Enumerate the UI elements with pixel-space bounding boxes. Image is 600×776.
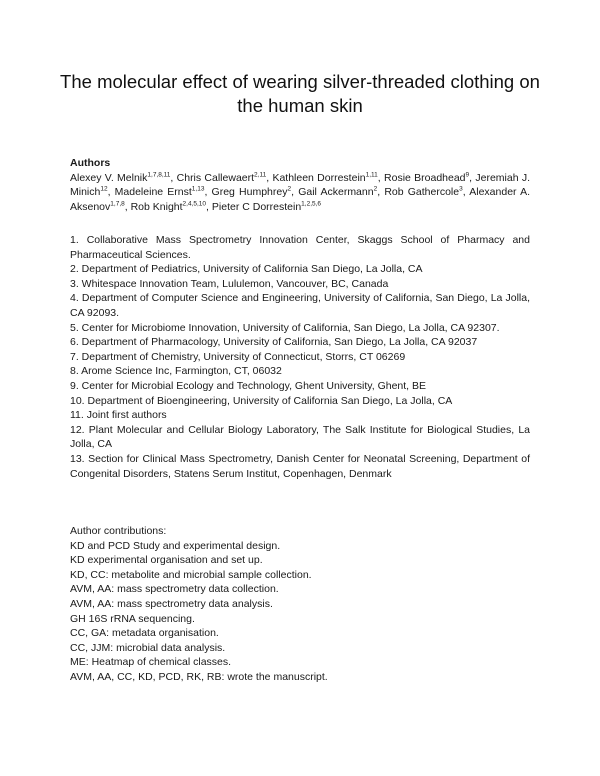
author-name: Madeleine Ernst <box>114 186 192 199</box>
author-list: Alexey V. Melnik$^{1,7,8,11}$, Chris Callewaert$^{2,11}$, Kathleen Dorrestein$^{1,11}$, Rosie Broadhead$^9$, Jeremiah J. Minich$^{12}$, Madeleine Ernst$^{1,13}$, Greg Humphrey$^2$, Gail Ackermann$^2$, Rob Gathercole$^3$, Alexander A. Aksenov$^{1,7,8}$, Rob Knight$^{2,4,5,10}$, Pieter C Dorrestein$^{1,2,5,6}$ <box>70 171 531 213</box>
author-affiliation-marks: 9 <box>465 171 470 179</box>
affiliation-item: 3. Whitespace Innovation Team, Lululemon, Vancouver, BC, Canada <box>70 277 389 290</box>
paper-title: The molecular effect of wearing silver-threaded clothing on the human skin <box>60 71 540 116</box>
affiliation-item: 13. Section for Clinical Mass Spectrometry, Danish Center for Neonatal Screening, Department of Congenital Disorders, Statens Serum Institut, Copenhagen, Denmark <box>70 452 530 480</box>
contributions-section <box>70 524 530 685</box>
affiliation-item: 11. Joint first authors <box>70 409 167 422</box>
affiliation-item: 6. Department of Pharmacology, University of California, San Diego, La Jolla, CA 92037 <box>70 336 478 349</box>
affiliation-item: 8. Arome Science Inc, Farmington, CT, 06032 <box>70 365 282 378</box>
contribution-item: AVM, AA: mass spectrometry data analysis. <box>70 597 273 610</box>
affiliation-item: 12. Plant Molecular and Cellular Biology Laboratory, The Salk Institute for Biological Studies, La Jolla, CA <box>70 423 530 451</box>
contributions-heading: Author contributions: <box>70 525 167 537</box>
author-name: Greg Humphrey <box>211 186 288 199</box>
author-affiliation-marks: 1,7,8 <box>110 200 125 208</box>
author-affiliation-marks: 2 <box>287 185 292 193</box>
contribution-item: KD experimental organisation and set up. <box>70 554 263 567</box>
author-affiliation-marks: 3 <box>459 185 463 193</box>
author-name: Alexey V. Melnik <box>70 171 148 184</box>
author-name: Alexander A. Aksenov <box>70 186 531 213</box>
author-name: Pieter C Dorrestein <box>211 200 302 213</box>
author-name: Chris Callewaert <box>176 171 255 184</box>
contribution-item: KD, CC: metabolite and microbial sample collection. <box>70 568 312 581</box>
author-affiliation-marks: 1,7,8,11 <box>147 171 171 179</box>
author-name: Rob Knight <box>130 200 183 213</box>
contribution-item: ME: Heatmap of chemical classes. <box>70 656 232 669</box>
author-affiliation-marks: 2,11 <box>254 171 267 179</box>
author-name: Rob Gathercole <box>384 186 460 199</box>
contribution-item: CC, GA: metadata organisation. <box>70 627 219 640</box>
author-affiliation-marks: 1,2,5,6 <box>301 200 322 208</box>
contributions-list <box>70 539 530 685</box>
author-affiliation-marks: 1,11 <box>365 171 378 179</box>
author-affiliation-marks: 1,13 <box>191 185 205 193</box>
contribution-item: AVM, AA: mass spectrometry data collection. <box>70 583 279 596</box>
affiliation-item: 1. Collaborative Mass Spectrometry Innovation Center, Skaggs School of Pharmacy and Pharmaceutical Sciences. <box>70 234 530 261</box>
contribution-item: CC, JJM: microbial data analysis. <box>70 641 226 654</box>
affiliations-list <box>70 233 530 481</box>
author-affiliation-marks: 2 <box>373 185 378 193</box>
affiliation-item: 7. Department of Chemistry, University of Connecticut, Storrs, CT 06269 <box>70 350 406 363</box>
author-name: Gail Ackermann <box>298 186 374 199</box>
author-name: Kathleen Dorrestein <box>272 171 366 184</box>
affiliation-item: 4. Department of Computer Science and Engineering, University of California, San Diego, La Jolla, CA 92093. <box>70 292 530 319</box>
authors-heading: Authors <box>70 157 111 169</box>
authors-section <box>70 156 530 214</box>
affiliation-item: 2. Department of Pediatrics, University of California San Diego, La Jolla, CA <box>70 263 423 276</box>
author-name: Rosie Broadhead <box>384 171 466 184</box>
contribution-item: AVM, AA, CC, KD, PCD, RK, RB: wrote the manuscript. <box>70 670 328 683</box>
author-name: Jeremiah J. Minich <box>70 171 531 199</box>
affiliation-item: 5. Center for Microbiome Innovation, University of California, San Diego, La Jolla, CA 92307. <box>70 321 500 334</box>
affiliation-item: 10. Department of Bioengineering, University of California San Diego, La Jolla, CA <box>70 394 453 407</box>
affiliation-item: 9. Center for Microbial Ecology and Technology, Ghent University, Ghent, BE <box>70 379 427 392</box>
author-affiliation-marks: 2,4,5,10 <box>182 200 207 208</box>
contribution-item: GH 16S rRNA sequencing. <box>70 612 195 625</box>
author-affiliation-marks: 12 <box>100 185 108 193</box>
contribution-item: KD and PCD Study and experimental design. <box>70 539 281 552</box>
